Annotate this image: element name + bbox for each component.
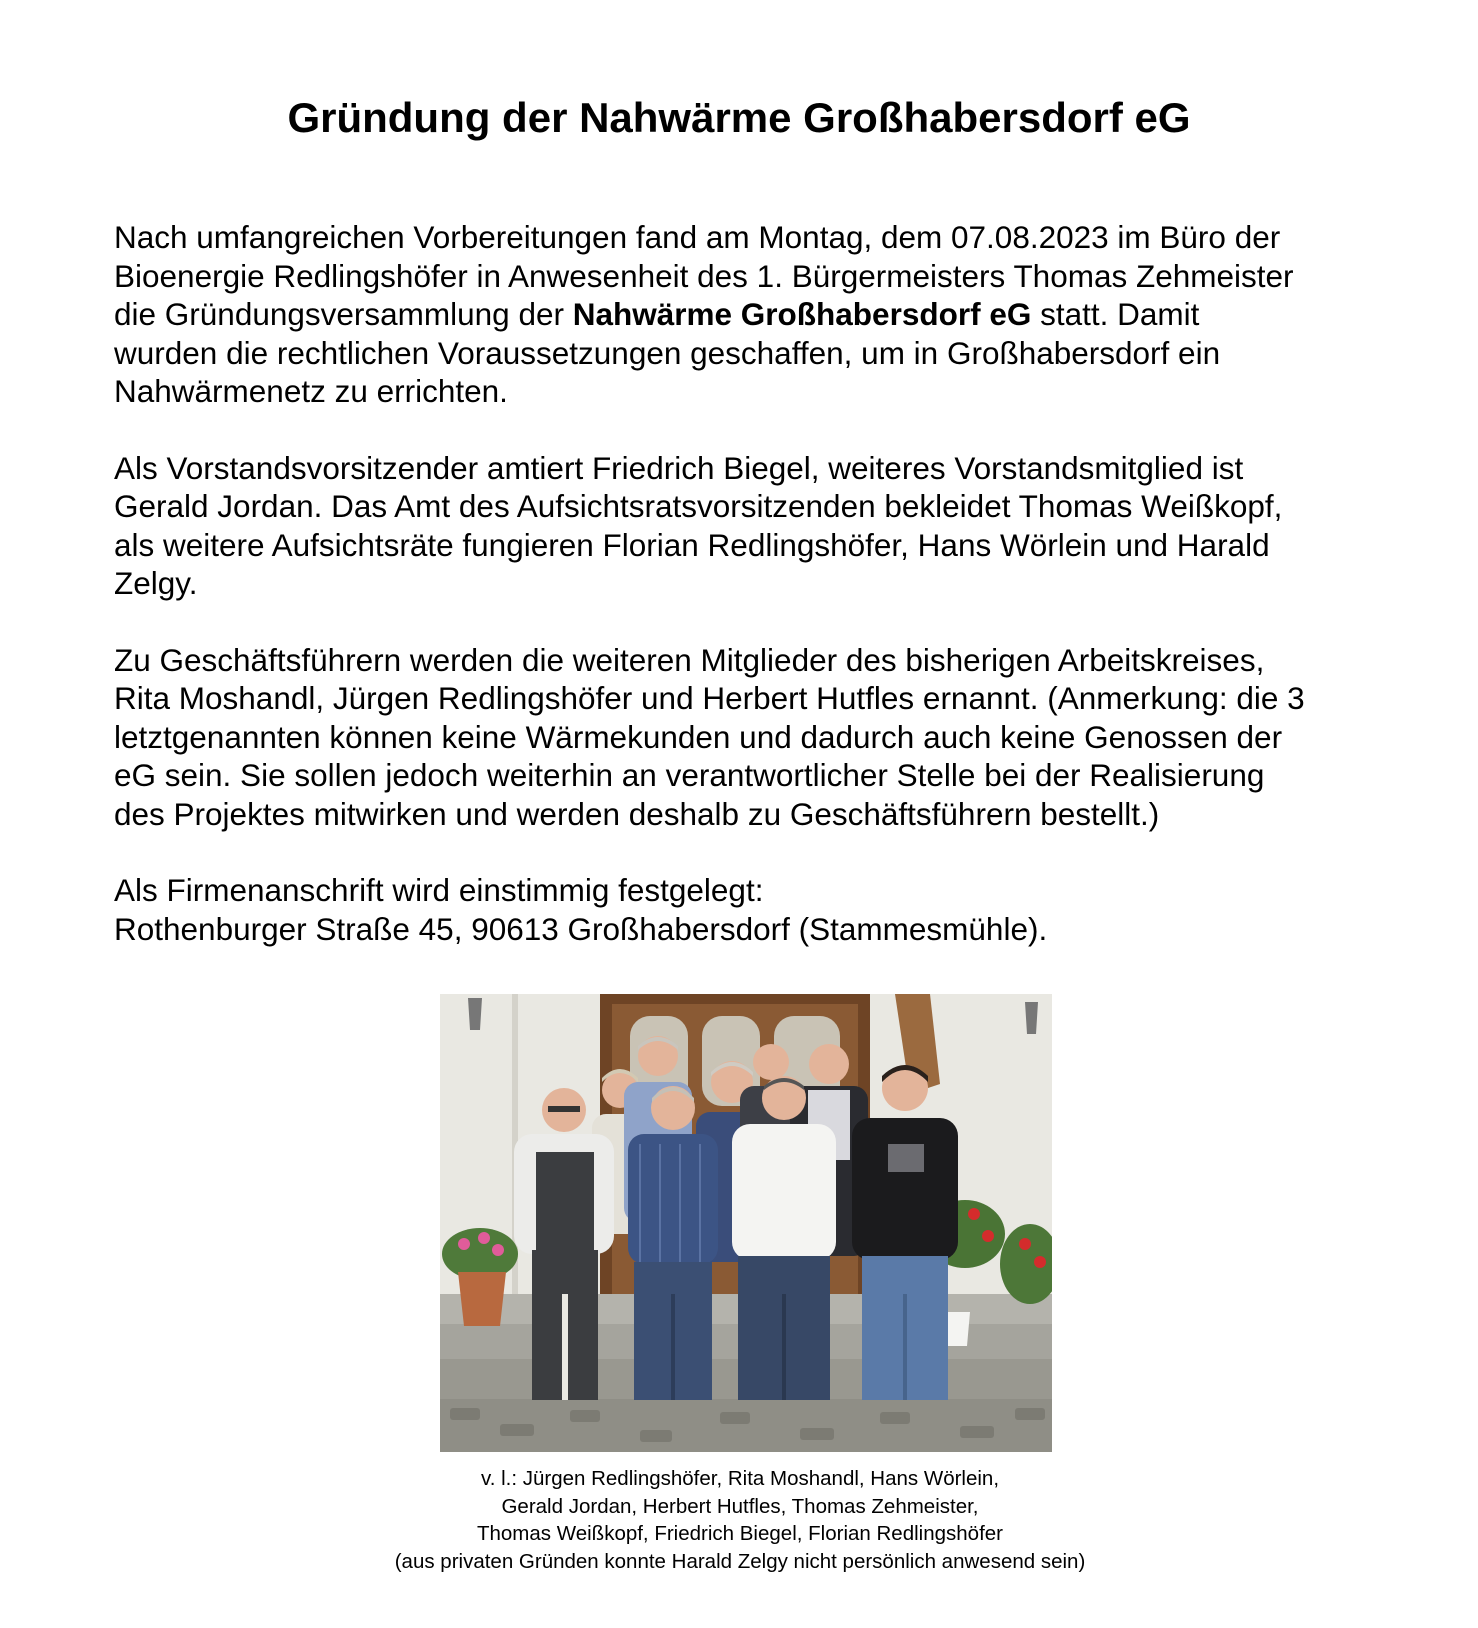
caption-line: Thomas Weißkopf, Friedrich Biegel, Florian Redlingshöfer: [476, 1522, 1003, 1545]
text-segment: die Gründungsversammlung der: [114, 296, 573, 332]
text-line: Zu Geschäftsführern werden die weiteren Mitglieder des bisherigen Arbeitskreises,: [114, 641, 1265, 678]
text-line: Als Vorstandsvorsitzender amtiert Friedrich Biegel, weiteres Vorstandsmitglied ist: [114, 449, 1244, 486]
text-line: wurden die rechtlichen Voraussetzungen geschaffen, um in Großhabersdorf ein: [114, 334, 1221, 371]
text-line: Nahwärmenetz zu errichten.: [114, 373, 508, 409]
text-line: als weitere Aufsichtsräte fungieren Florian Redlingshöfer, Hans Wörlein und Harald: [114, 526, 1270, 563]
caption-line: v. l.: Jürgen Redlingshöfer, Rita Moshandl, Hans Wörlein,: [480, 1467, 1000, 1490]
text-line: Gerald Jordan. Das Amt des Aufsichtsratsvorsitzenden bekleidet Thomas Weißkopf,: [114, 488, 1283, 524]
paragraph-managers: [114, 641, 1394, 834]
text-segment: statt. Damit: [1031, 296, 1200, 332]
person-front-3: [732, 1076, 836, 1400]
text-line: des Projektes mitwirken und werden deshalb zu Geschäftsführern bestellt.): [114, 795, 1160, 832]
text-line: [114, 295, 1394, 334]
page-title: Gründung der Nahwärme Großhabersdorf eG: [287, 94, 1191, 141]
paragraph-board: [114, 449, 1394, 603]
text-line: Rita Moshandl, Jürgen Redlingshöfer und Herbert Hutfles ernannt. (Anmerkung: die 3: [114, 680, 1305, 716]
text-line: eG sein. Sie sollen jedoch weiterhin an verantwortlicher Stelle bei der Realisierung: [114, 757, 1265, 793]
paragraph-address: [114, 871, 1394, 948]
caption-line: (aus privaten Gründen konnte Harald Zelgy nicht persönlich anwesend sein): [394, 1549, 1086, 1573]
paragraph-founding: [114, 218, 1394, 411]
text-line: Als Firmenanschrift wird einstimmig festgelegt:: [114, 872, 764, 908]
text-line: Zelgy.: [114, 565, 198, 601]
caption-line: Gerald Jordan, Herbert Hutfles, Thomas Zehmeister,: [501, 1494, 979, 1518]
group-photo-illustration: [440, 994, 1052, 1452]
company-name-bold: Nahwärme Großhabersdorf eG: [572, 296, 1032, 332]
photo-caption: [340, 1465, 1140, 1575]
group-photo: [440, 994, 1052, 1452]
text-line: Bioenergie Redlingshöfer in Anwesenheit des 1. Bürgermeisters Thomas Zehmeister: [114, 257, 1294, 294]
text-line: letztgenannten können keine Wärmekunden und dadurch auch keine Genossen der: [114, 718, 1283, 755]
article-body: [114, 218, 1394, 986]
text-line: Nach umfangreichen Vorbereitungen fand am Montag, dem 07.08.2023 im Büro der: [114, 219, 1281, 255]
text-line: Rothenburger Straße 45, 90613 Großhabersdorf (Stammesmühle).: [114, 910, 1048, 947]
